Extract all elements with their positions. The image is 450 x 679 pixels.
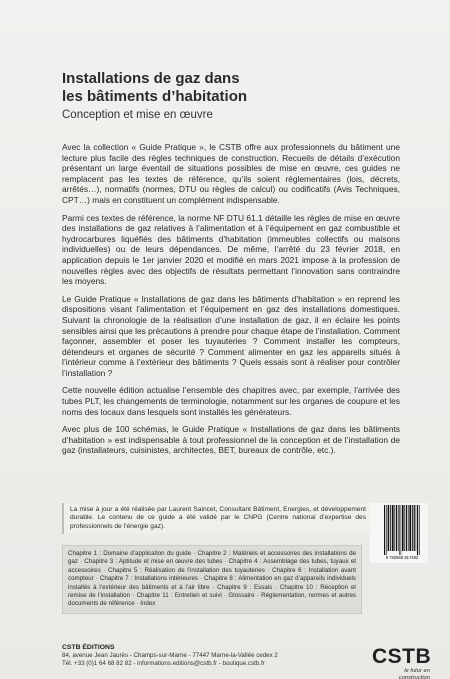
title-line-2: les bâtiments d’habitation: [62, 88, 248, 105]
svg-text:9 782868 917492: 9 782868 917492: [385, 555, 419, 560]
publisher-address: 84, avenue Jean Jaurès - Champs-sur-Marne - 77447 Marne-la-Vallée cedex 2: [62, 652, 278, 659]
book-title: [62, 70, 402, 106]
paragraph-1: Avec la collection « Guide Pratique », le CSTB offre aux professionnels du bâtiment une lecture plus facile des règles techniques de construction. Recueils de détails d’exécution présentant un large éventail de situations possibles de mise en œuvre, ces guides ne remplacent pas les textes de référence, qu’ils soient réglementaires (lois, décrets, arrêtés…), normatifs (normes, DTU ou règles de calcul) ou codificatifs (Avis Techniques, CPT…) mais en constituent un complément indispensable.: [62, 142, 400, 205]
book-subtitle: Conception et mise en œuvre: [62, 109, 213, 121]
title-line-1: Installations de gaz dans: [62, 70, 240, 87]
paragraph-3: Le Guide Pratique « Installations de gaz dans les bâtiments d’habitation » en reprend les dispositions visant l’alimentation et l’équipement en gaz des installations domestiques. Suivant la chronologie de la réalisation d’une installation de gaz, il en éclaire les points sensibles ainsi que les précautions à prendre pour chaque étape de l’installation. Comment façonner, assembler et poser les tuyauteries ? Comment installer les compteurs, détendeurs et organes de sécurité ? Comment alimenter en gaz les appareils situés à l’intérieur comme à l’extérieur des bâtiments ? Quels essais sont à réaliser pour contrôler l’installation ?: [62, 293, 400, 378]
barcode-image: [370, 503, 428, 563]
cstb-logo: [372, 647, 432, 679]
publisher-info: [62, 644, 362, 667]
paragraph-4: Cette nouvelle édition actualise l’ensemble des chapitres avec, par exemple, l’arrivée des tubes PLT, les changements de terminologie, notamment sur les organes de coupure et les noms des locaux dans lesquels sont installés les générateurs.: [62, 385, 400, 417]
logo-mark: CSTB: [372, 645, 432, 668]
publisher-name: CSTB ÉDITIONS: [62, 644, 115, 651]
credits-text: La mise à jour a été réalisée par Laurent Saincet, Consultant Bâtiment, Energies, et développement durable. Le contenu de ce guide a été validé par le CNPG (Centre national d’expertise des professionnels de l’énergie gaz).: [70, 506, 366, 530]
description: [62, 142, 400, 463]
paragraph-2: Parmi ces textes de référence, la norme NF DTU 61.1 détaille les règles de mise en œuvre des installations de gaz relatives à l’alimentation et à l’équipement en gaz combustible et hydrocarbures liquéfiés des bâtiments d’habitation (immeubles collectifs ou maisons individuelles) ou de leurs dépendances. De même, l’arrêté du 23 février 2018, en application depuis le 1er janvier 2020 et modifié en mars 2021 impose à la profession de nouvelles règles avec des objectifs de résultats permettant l’innovation sans contraindre les moyens.: [62, 212, 400, 287]
paragraph-5: Avec plus de 100 schémas, le Guide Pratique « Installations de gaz dans les bâtiments d’habitation » est indispensable à tout professionnel de la conception et de l’installation de gaz (installateurs, cuisinistes, architectes, BET, bureaux de contrôle, etc.).: [62, 424, 400, 456]
logo-tagline: le futur en construction: [398, 668, 430, 679]
chapters-box: [62, 545, 362, 614]
chapters-text: Chapitre 1 : Domaine d’application du guide · Chapitre 2 : Matériels et accessoires des installations de gaz · Chapitre 3 : Aptitude et mise en œuvre des tubes · Chapitre 4 : Assemblage des tubes, tuyaux et accessoires · Chapitre 5 : Réalisation de l’installation des tuyauteries · Chapitre 6 : Installation avant compteur · Chapitre 7 : Installations intérieures · Chapitre 8 : Alimentation en gaz d’appareils individuels installés à l’extérieur des bâtiments et à l’air libre · Chapitre 9 : Essais · Chapitre 10 : Réception et remise de l’installation · Chapitre 11 : Entretien et suivi · Glossaire · Réglementation, normes et autres documents de référence · Index: [68, 550, 356, 608]
credits-box: [62, 503, 372, 534]
publisher-contact: Tél. +33 (0)1 64 68 82 82 - informations.editions@cstb.fr - boutique.cstb.fr: [62, 659, 265, 667]
